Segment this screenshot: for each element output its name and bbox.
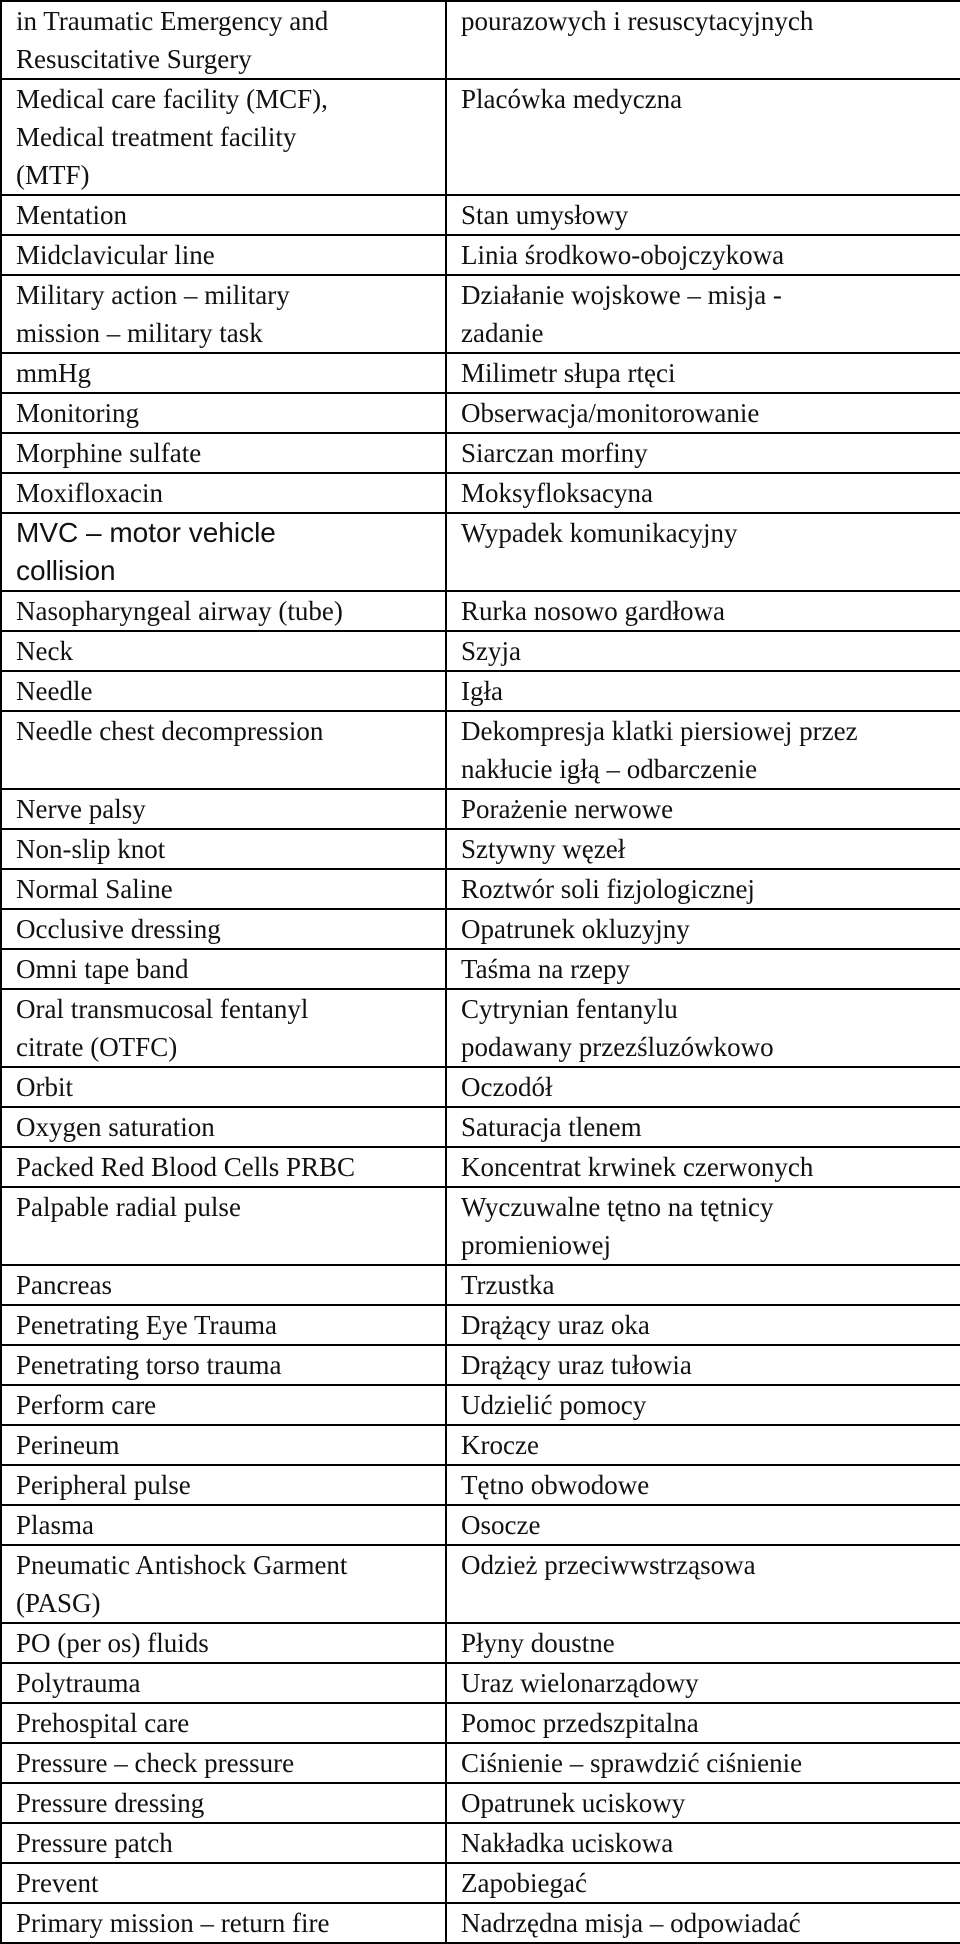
table-row: [1, 1903, 960, 1943]
polish-term-cell: Drążący uraz tułowia: [446, 1345, 960, 1385]
english-term-cell: Nerve palsy: [1, 789, 446, 829]
english-term-cell: Nasopharyngeal airway (tube): [1, 591, 446, 631]
table-row: [1, 1107, 960, 1147]
polish-term-cell: pourazowych i resuscytacyjnych: [446, 1, 960, 79]
english-term-cell: Omni tape band: [1, 949, 446, 989]
english-term-cell: Moxifloxacin: [1, 473, 446, 513]
polish-term-cell: Zapobiegać: [446, 1863, 960, 1903]
english-term-cell: Military action – military mission – military task: [1, 275, 446, 353]
table-row: [1, 1147, 960, 1187]
english-term-cell: Plasma: [1, 1505, 446, 1545]
table-row: [1, 909, 960, 949]
table-row: [1, 1783, 960, 1823]
english-term-cell: Prevent: [1, 1863, 446, 1903]
polish-term-cell: Stan umysłowy: [446, 195, 960, 235]
table-row: [1, 829, 960, 869]
polish-term-cell: Krocze: [446, 1425, 960, 1465]
english-term-cell: Primary mission – return fire: [1, 1903, 446, 1943]
glossary-body: [1, 1, 960, 1943]
polish-term-cell: Opatrunek uciskowy: [446, 1783, 960, 1823]
polish-term-cell: Igła: [446, 671, 960, 711]
polish-term-cell: Porażenie nerwowe: [446, 789, 960, 829]
polish-term-cell: Płyny doustne: [446, 1623, 960, 1663]
table-row: [1, 1385, 960, 1425]
table-row: [1, 353, 960, 393]
polish-term-cell: Koncentrat krwinek czerwonych: [446, 1147, 960, 1187]
polish-term-cell: Sztywny węzeł: [446, 829, 960, 869]
polish-term-cell: Uraz wielonarządowy: [446, 1663, 960, 1703]
english-term-cell: Perineum: [1, 1425, 446, 1465]
polish-term-cell: Szyja: [446, 631, 960, 671]
table-row: [1, 393, 960, 433]
polish-term-cell: Roztwór soli fizjologicznej: [446, 869, 960, 909]
polish-term-cell: Odzież przeciwwstrząsowa: [446, 1545, 960, 1623]
table-row: [1, 711, 960, 789]
english-term-cell: Perform care: [1, 1385, 446, 1425]
table-row: [1, 989, 960, 1067]
english-term-cell: PO (per os) fluids: [1, 1623, 446, 1663]
english-term-cell: Polytrauma: [1, 1663, 446, 1703]
english-term-cell: Pressure – check pressure: [1, 1743, 446, 1783]
polish-term-cell: Nakładka uciskowa: [446, 1823, 960, 1863]
polish-term-cell: Udzielić pomocy: [446, 1385, 960, 1425]
english-term-cell: Occlusive dressing: [1, 909, 446, 949]
table-row: [1, 591, 960, 631]
polish-term-cell: Rurka nosowo gardłowa: [446, 591, 960, 631]
table-row: [1, 1823, 960, 1863]
english-term-cell: Pressure dressing: [1, 1783, 446, 1823]
table-row: [1, 513, 960, 591]
polish-term-cell: Ciśnienie – sprawdzić ciśnienie: [446, 1743, 960, 1783]
table-row: [1, 949, 960, 989]
table-row: [1, 869, 960, 909]
polish-term-cell: Trzustka: [446, 1265, 960, 1305]
table-row: [1, 789, 960, 829]
english-term-cell: Palpable radial pulse: [1, 1187, 446, 1265]
polish-term-cell: Drążący uraz oka: [446, 1305, 960, 1345]
english-term-cell: Non-slip knot: [1, 829, 446, 869]
table-row: [1, 1863, 960, 1903]
polish-term-cell: Linia środkowo-obojczykowa: [446, 235, 960, 275]
polish-term-cell: Taśma na rzepy: [446, 949, 960, 989]
english-term-cell: Penetrating torso trauma: [1, 1345, 446, 1385]
polish-term-cell: Osocze: [446, 1505, 960, 1545]
english-term-cell: Penetrating Eye Trauma: [1, 1305, 446, 1345]
table-row: [1, 433, 960, 473]
polish-term-cell: Moksyfloksacyna: [446, 473, 960, 513]
table-row: [1, 1, 960, 79]
english-term-cell: Morphine sulfate: [1, 433, 446, 473]
polish-term-cell: Wypadek komunikacyjny: [446, 513, 960, 591]
table-row: [1, 1663, 960, 1703]
polish-term-cell: Saturacja tlenem: [446, 1107, 960, 1147]
english-term-cell: Orbit: [1, 1067, 446, 1107]
english-term-cell: Normal Saline: [1, 869, 446, 909]
english-term-cell: in Traumatic Emergency and Resuscitative Surgery: [1, 1, 446, 79]
table-row: [1, 1703, 960, 1743]
polish-term-cell: Siarczan morfiny: [446, 433, 960, 473]
table-row: [1, 1305, 960, 1345]
english-term-cell: Mentation: [1, 195, 446, 235]
table-row: [1, 1345, 960, 1385]
english-term-cell: Packed Red Blood Cells PRBC: [1, 1147, 446, 1187]
polish-term-cell: Placówka medyczna: [446, 79, 960, 195]
table-row: [1, 1265, 960, 1305]
polish-term-cell: Oczodół: [446, 1067, 960, 1107]
english-term-cell: Neck: [1, 631, 446, 671]
polish-term-cell: Wyczuwalne tętno na tętnicy promieniowej: [446, 1187, 960, 1265]
english-term-cell: Peripheral pulse: [1, 1465, 446, 1505]
english-term-cell: Prehospital care: [1, 1703, 446, 1743]
polish-term-cell: Pomoc przedszpitalna: [446, 1703, 960, 1743]
table-row: [1, 1743, 960, 1783]
table-row: [1, 1505, 960, 1545]
english-term-cell: Oral transmucosal fentanyl citrate (OTFC): [1, 989, 446, 1067]
polish-term-cell: Cytrynian fentanylu podawany przezśluzówkowo: [446, 989, 960, 1067]
polish-term-cell: Nadrzędna misja – odpowiadać: [446, 1903, 960, 1943]
english-term-cell: Midclavicular line: [1, 235, 446, 275]
english-term-cell: Medical care facility (MCF), Medical treatment facility (MTF): [1, 79, 446, 195]
polish-term-cell: Dekompresja klatki piersiowej przez nakłucie igłą – odbarczenie: [446, 711, 960, 789]
english-term-cell: Pneumatic Antishock Garment (PASG): [1, 1545, 446, 1623]
english-term-cell: Needle: [1, 671, 446, 711]
table-row: [1, 1465, 960, 1505]
table-row: [1, 275, 960, 353]
english-term-cell: Needle chest decompression: [1, 711, 446, 789]
english-term-cell: MVC – motor vehicle collision: [1, 513, 446, 591]
table-row: [1, 1425, 960, 1465]
polish-term-cell: Działanie wojskowe – misja - zadanie: [446, 275, 960, 353]
table-row: [1, 1187, 960, 1265]
polish-term-cell: Opatrunek okluzyjny: [446, 909, 960, 949]
polish-term-cell: Tętno obwodowe: [446, 1465, 960, 1505]
table-row: [1, 631, 960, 671]
english-term-cell: mmHg: [1, 353, 446, 393]
english-term-cell: Pressure patch: [1, 1823, 446, 1863]
table-row: [1, 1623, 960, 1663]
polish-term-cell: Obserwacja/monitorowanie: [446, 393, 960, 433]
table-row: [1, 79, 960, 195]
table-row: [1, 473, 960, 513]
english-term-cell: Pancreas: [1, 1265, 446, 1305]
table-row: [1, 195, 960, 235]
table-row: [1, 1545, 960, 1623]
table-row: [1, 671, 960, 711]
english-term-cell: Monitoring: [1, 393, 446, 433]
polish-term-cell: Milimetr słupa rtęci: [446, 353, 960, 393]
table-row: [1, 1067, 960, 1107]
english-term-cell: Oxygen saturation: [1, 1107, 446, 1147]
table-row: [1, 235, 960, 275]
